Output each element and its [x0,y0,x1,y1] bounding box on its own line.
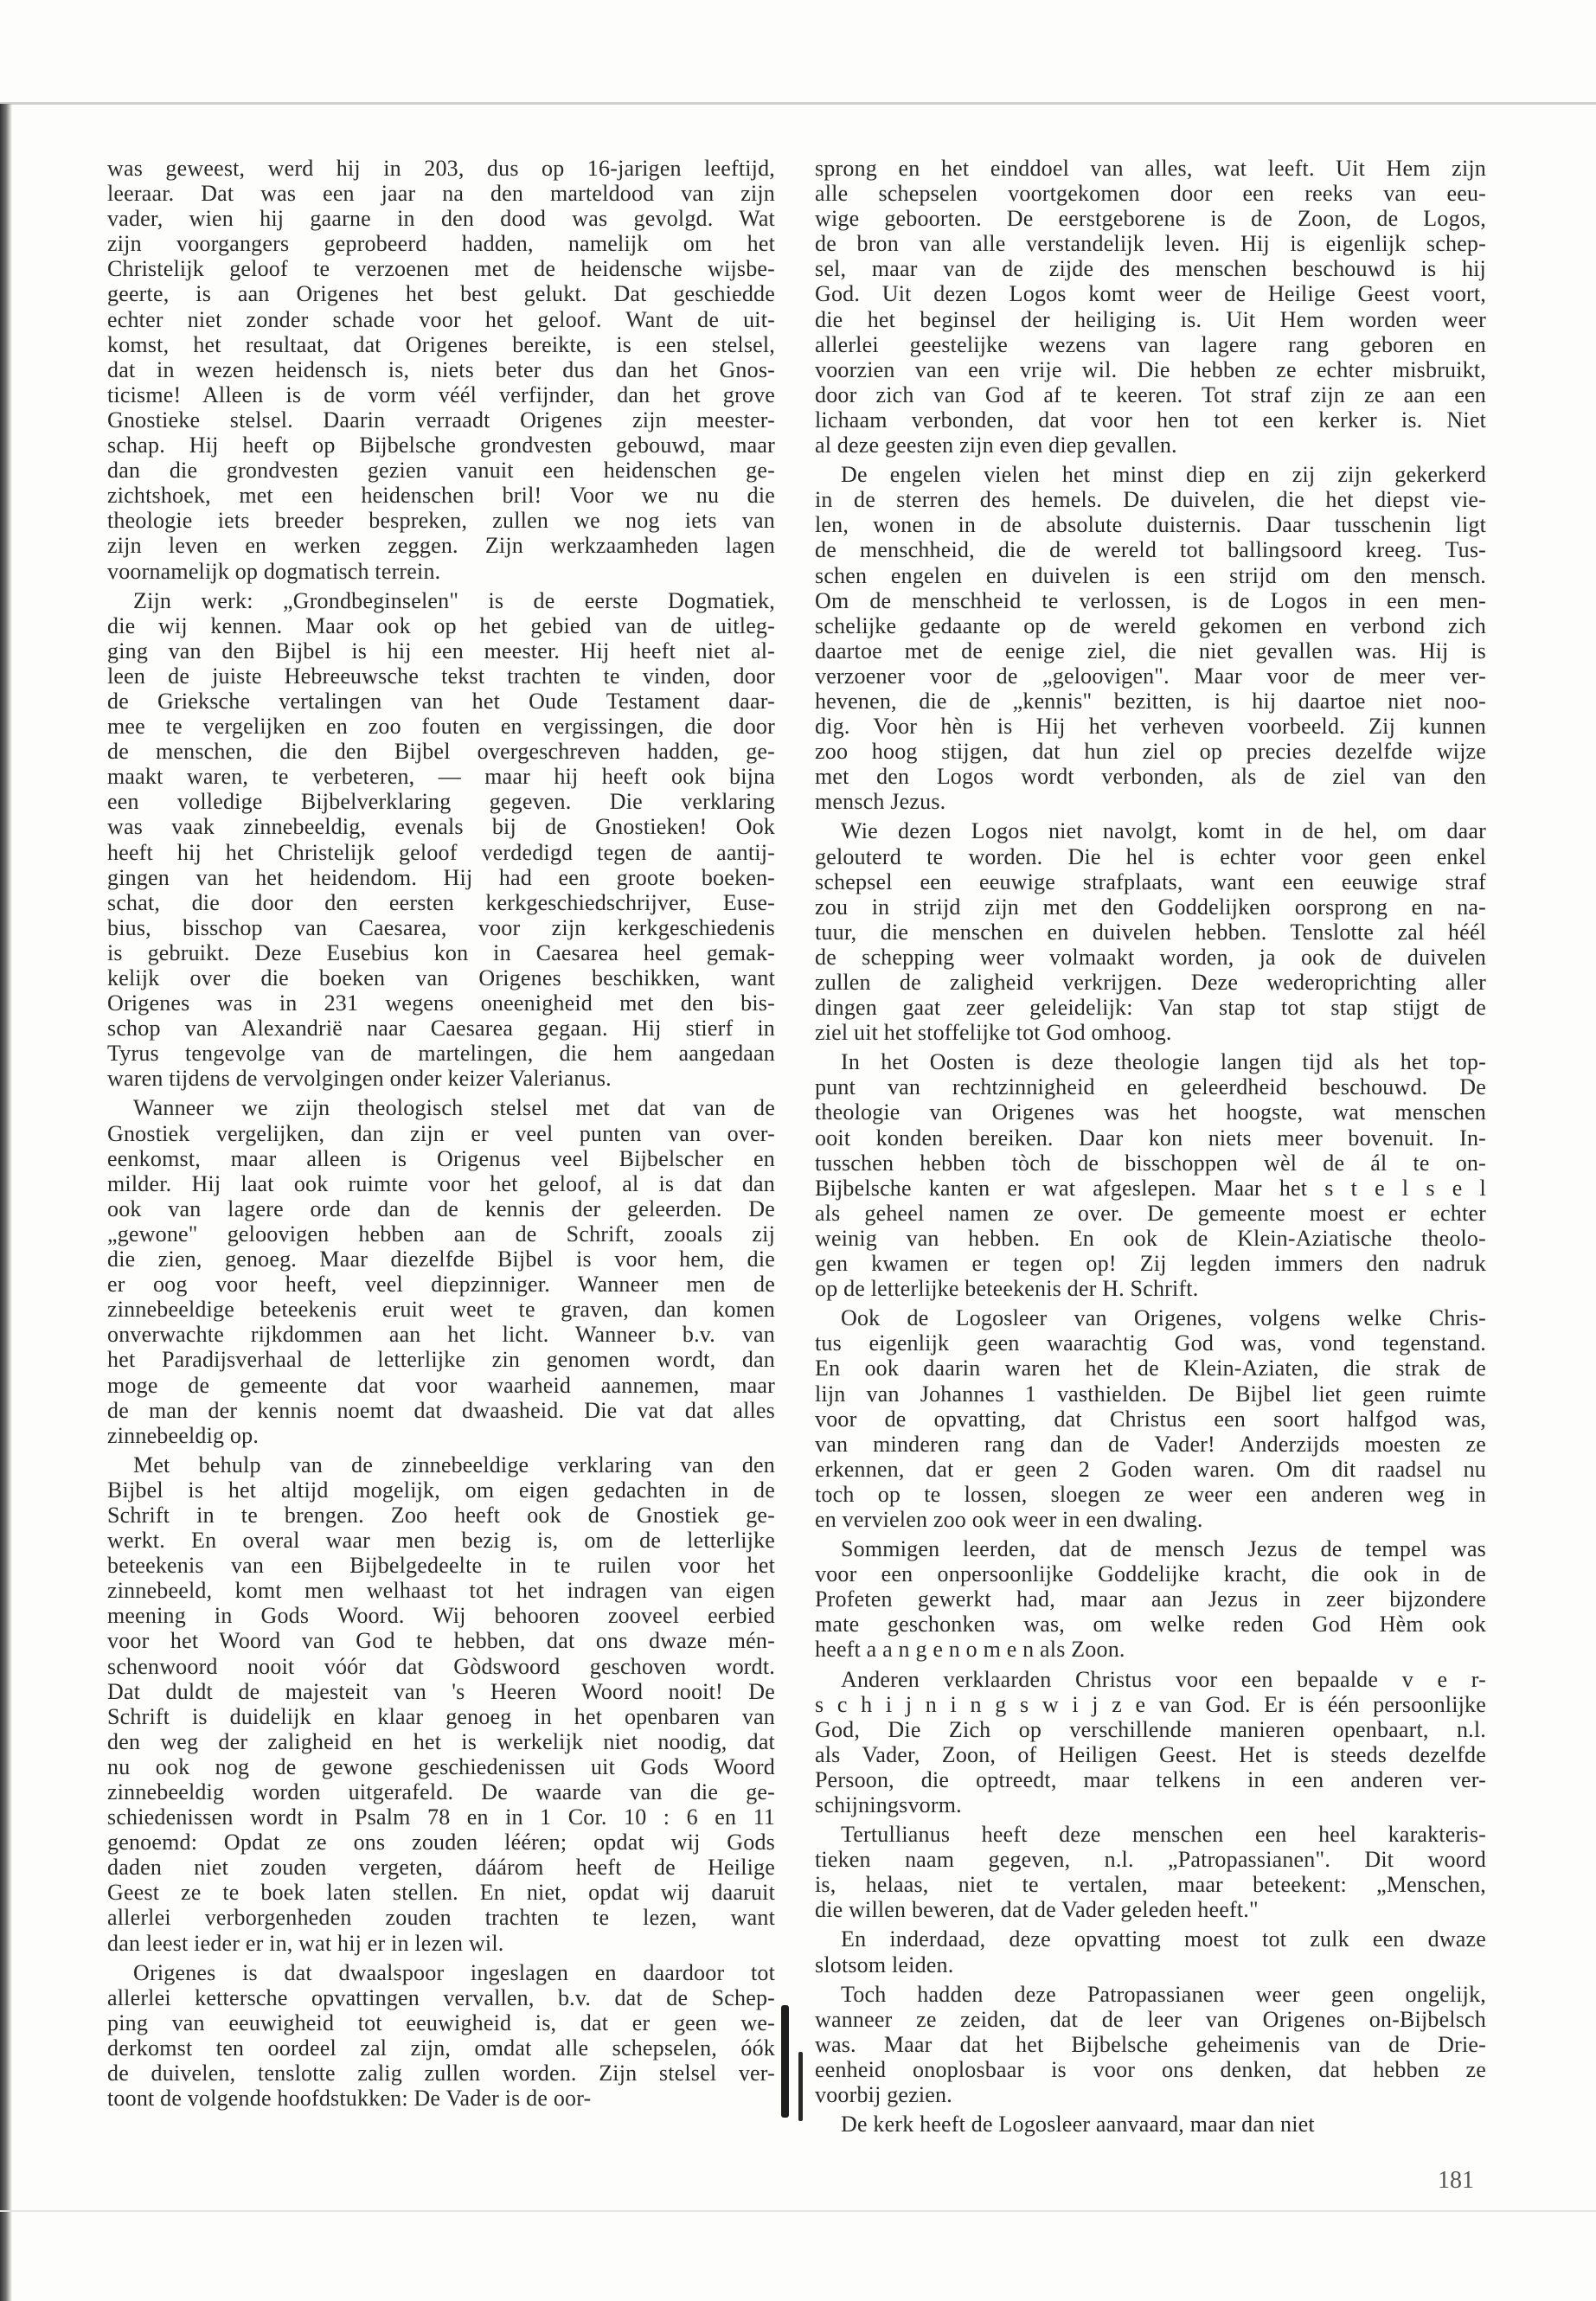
text-line: was. Maar dat het Bijbelsche geheimenis van de Drie- [815,2031,1486,2057]
text-line: Om de menschheid te verlossen, is de Logos in een men- [815,587,1486,613]
text-line: theologie van Origenes was het hoogste, wat menschen [815,1099,1486,1125]
text-line: mate geschonken was, om welke reden God Hèm ook [815,1612,1486,1638]
page-number: 181 [1438,2167,1474,2194]
text-line: maakt waren, te verbeteren, — maar hij heeft ook bijna [107,764,775,790]
paragraph [815,1049,1486,1301]
text-line: len, wonen in de absolute duisternis. Daar tusschenin ligt [815,512,1486,538]
text-line: Sommigen leerden, dat de mensch Jezus de tempel was [841,1536,1486,1562]
text-line: er oog voor heeft, veel diepzinniger. Wanneer men de [107,1272,775,1298]
paragraph [107,1452,775,1956]
paragraph [815,1822,1486,1922]
text-line: hevenen, die de „kennis" bezitten, is hij daartoe niet noo- [815,688,1486,714]
text-line: weinig van hebben. En ook de Klein-Aziatische theolo- [815,1225,1486,1251]
text-line: lichaam verbonden, dat voor hen tot een kerker is. Niet [815,407,1486,433]
text-column-left [107,156,775,2115]
text-line: s c h i j n i n g s w i j z e van God. Er is één persoonlijke [815,1691,1486,1717]
text-line: In het Oosten is deze theologie langen tijd als het top- [841,1049,1486,1075]
text-line: voornamelijk op dogmatisch terrein. [107,558,441,584]
paragraph [107,156,775,584]
text-line: zinnebeeldig op. [107,1422,260,1448]
text-line: schat, die door den eersten kerkgeschiedschrijver, Euse- [107,889,775,915]
text-line: Toch hadden deze Patropassianen weer geen ongelijk, [841,1981,1486,2007]
text-line: allerlei geestelijke wezens van lagere rang geboren en [815,331,1486,357]
text-line: tuur, die menschen en duivelen hebben. Tenslotte zal héél [815,919,1486,945]
paragraph [815,1982,1486,2107]
text-line: was geweest, werd hij in 203, dus op 16-jarigen leeftijd, [107,156,775,181]
text-line: Gnostiek vergelijken, dan zijn er veel punten van over- [107,1120,775,1146]
text-line: schenwoord nooit vóór dat Gòdswoord geschoven wordt. [107,1653,775,1679]
text-line: schepsel een eeuwige strafplaats, want een eeuwige straf [815,868,1486,894]
text-line: nu ook nog de gewone geschiedenissen uit Gods Woord [107,1753,775,1779]
text-line: vader, wien hij gaarne in den dood was gevolgd. Wat [107,206,775,232]
text-line: Met behulp van de zinnebeeldige verklaring van den [133,1452,775,1477]
text-line: Profeten gewerkt had, maar aan Jezus in zeer bijzondere [815,1586,1486,1612]
text-line: schen engelen en duivelen is een strijd om den mensch. [815,562,1486,588]
text-line: de Grieksche vertalingen van het Oude Testament daar- [107,688,775,714]
text-line: „gewone" geloovigen hebben aan de Schrift, zooals zij [107,1221,775,1247]
text-line: Origenes was in 231 wegens oneenigheid met den bis- [107,990,775,1016]
text-line: zullen de zaligheid verkrijgen. Deze wederoprichting aller [815,970,1486,995]
paragraph [107,1960,775,2112]
text-line: op de letterlijke beteekenis der H. Schrift. [815,1276,1199,1302]
text-line: wanneer ze zeiden, dat de leer van Origenes on-Bijbelsch [815,2006,1486,2032]
text-line: moge de gemeente dat voor waarheid aannemen, maar [107,1372,775,1398]
text-line: zichtshoek, met een heidenschen bril! Voor we nu die [107,483,775,509]
text-line: zou in strijd zijn met den Goddelijken oorsprong en na- [815,894,1486,920]
text-line: sel, maar van de zijde des menschen beschouwd is hij [815,256,1486,282]
text-line: was vaak zinnebeeldig, evenals bij de Gnostieken! Ook [107,814,775,840]
text-line: genoemd: Opdat ze ons zouden lééren; opdat wij Gods [107,1830,775,1856]
text-line: schelijke gedaante op de wereld gekomen en verbond zich [815,612,1486,638]
text-line: die zien, genoeg. Maar diezelfde Bijbel is voor hem, die [107,1247,775,1272]
text-line: Anderen verklaarden Christus voor een bepaalde v e r- [841,1666,1486,1692]
paragraph [815,1926,1486,1977]
text-column-right [815,156,1486,2141]
text-line: Dat duldt de majesteit van 's Heeren Woord nooit! De [107,1678,775,1704]
text-line: heeft hij het Christelijk geloof verdedigd tegen de aantij- [107,839,775,865]
text-line: Tyrus tengevolge van de martelingen, die hem aangedaan [107,1041,775,1067]
text-line: allerlei verborgenheden zouden trachten te lezen, want [107,1905,775,1931]
text-line: als Vader, Zoon, of Heiligen Geest. Het is steeds dezelfde [815,1741,1486,1767]
text-line: Origenes is dat dwaalspoor ingeslagen en daardoor tot [133,1959,775,1985]
text-line: Persoon, die optreedt, maar telkens in een anderen ver- [815,1766,1486,1792]
scan-top-edge [0,102,1596,105]
paragraph [815,1536,1486,1662]
text-line: gingen van het heidendom. Hij had een groote boeken- [107,864,775,890]
text-line: Ook de Logosleer van Origenes, volgens welke Chris- [841,1305,1486,1331]
text-line: de duivelen, tenslotte zalig zullen worden. Zijn stelsel ver- [107,2061,775,2086]
text-line: zinnebeeld, komt men welhaast tot het indragen van eigen [107,1578,775,1604]
scan-bottom-edge [0,2210,1596,2212]
text-line: voorbij gezien. [815,2082,952,2108]
paragraph [815,2112,1486,2137]
paragraph [107,588,775,1092]
paragraph [815,156,1486,458]
text-line: daartoe met de eenige ziel, die niet gevallen was. Hij is [815,638,1486,663]
text-line: Christelijk geloof te verzoenen met de heidensche wijsbe- [107,256,775,282]
text-line: erkennen, dat er geen 2 Goden waren. Om dit raadsel nu [815,1456,1486,1482]
text-line: schijningsvorm. [815,1792,962,1817]
text-line: de bron van alle verstandelijk leven. Hij is eigenlijk schep- [815,231,1486,257]
text-line: als geheel namen ze over. De gemeente moest er echter [815,1200,1486,1226]
text-line: slotsom leiden. [815,1952,954,1977]
text-line: beteekenis van een Bijbelgedeelte in te ruilen voor het [107,1553,775,1579]
text-line: De engelen vielen het minst diep en zij zijn gekerkerd [841,462,1486,488]
text-line: ook van lagere orde dan de kennis der geleerden. De [107,1195,775,1221]
text-line: zijn voorgangers geprobeerd hadden, namelijk om het [107,231,775,257]
text-line: waren tijdens de vervolgingen onder keizer Valerianus. [107,1066,612,1092]
text-line: in de sterren des hemels. De duivelen, die het diepst vie- [815,487,1486,513]
text-line: alle schepselen voortgekomen door een reeks van eeu- [815,181,1486,207]
text-line: dingen gaat zeer geleidelijk: Van stap tot stap stijgt de [815,995,1486,1021]
text-line: dat in wezen heidensch is, niets beter dus dan het Gnos- [107,356,775,382]
text-line: ziel uit het stoffelijke tot God omhoog. [815,1020,1172,1046]
text-line: God. Uit dezen Logos komt weer de Heilige Geest voort, [815,281,1486,307]
text-line: met den Logos wordt verbonden, als de ziel van den [815,764,1486,790]
text-line: is, helaas, niet te vertalen, maar beteekent: „Menschen, [815,1872,1486,1898]
text-line: bius, bisschop van Caesarea, voor zijn kerkgeschiedenis [107,914,775,940]
text-line: Geest ze te boek laten stellen. En niet, opdat wij daaruit [107,1880,775,1906]
text-line: daden niet zouden vergeten, dáárom heeft de Heilige [107,1855,775,1881]
paragraph [815,1305,1486,1532]
paragraph [815,462,1486,814]
text-line: En inderdaad, deze opvatting moest tot zulk een dwaze [841,1926,1486,1952]
text-line: zijn leven en werken zeggen. Zijn werkzaamheden lagen [107,533,775,559]
text-line: en vervielen zoo ook weer in een dwaling. [815,1506,1203,1532]
text-line: zoo hoog stijgen, dat hun ziel op precies dezelfde wijze [815,739,1486,765]
text-line: voor de opvatting, dat Christus een soort halfgod was, [815,1406,1486,1432]
paragraph [815,818,1486,1045]
text-line: dig. Voor hèn is Hij het verheven voorbeeld. Zij kunnen [815,714,1486,740]
text-line: dan leest ieder er in, wat hij er in lezen wil. [107,1930,504,1956]
binding-mark [781,2005,789,2118]
text-line: verzoener voor de „geloovigen". Maar voor de meer ver- [815,663,1486,689]
text-line: een volledige Bijbelverklaring gegeven. Die verklaring [107,789,775,815]
text-line: schop van Alexandrië naar Caesarea gegaan. Hij stierf in [107,1016,775,1042]
text-line: werkt. En overal waar men bezig is, om de letterlijke [107,1528,775,1554]
text-line: Gnostieke stelsel. Daarin verraadt Origenes zijn meester- [107,407,775,433]
text-line: voor een onpersoonlijke Goddelijke kracht, die ook in de [815,1561,1486,1587]
text-line: onverwachte rijkdommen aan het licht. Wanneer b.v. van [107,1322,775,1348]
text-line: Schrift is duidelijk en klaar genoeg in het openbaren van [107,1703,775,1729]
text-line: de menschen, die den Bijbel overgeschreven hadden, ge- [107,739,775,765]
text-line: Tertullianus heeft deze menschen een heel karakteris- [841,1822,1486,1848]
text-line: meening in Gods Woord. Wij behooren zooveel eerbied [107,1603,775,1629]
text-line: door zich van God af te keeren. Tot straf zijn ze aan een [815,381,1486,407]
text-line: tieken naam gegeven, n.l. „Patropassianen". Dit woord [815,1847,1486,1873]
text-line: gen kwamen er tegen op! Zij legden immers den nadruk [815,1251,1486,1277]
text-line: eenkomst, maar alleen is Origenus veel Bijbelscher en [107,1145,775,1171]
text-line: kelijk over die boeken van Origenes beschikken, want [107,965,775,990]
text-line: de man der kennis noemt dat dwaasheid. Die vat dat alles [107,1397,775,1423]
text-line: God, Die Zich op verschillende manieren openbaart, n.l. [815,1716,1486,1742]
paragraph [815,1667,1486,1818]
text-line: ticisme! Alleen is de vorm véél verfijnder, dan het grove [107,381,775,407]
scan-left-edge-shadow [0,104,12,2301]
text-line: gelouterd te worden. Die hel is echter voor geen enkel [815,843,1486,869]
text-line: allerlei kettersche opvattingen vervallen, b.v. dat de Schep- [107,1984,775,2010]
text-line: ooit konden bereiken. Daar kon niets meer bovenuit. In- [815,1125,1486,1150]
text-line: al deze geesten zijn even diep gevallen. [815,433,1177,458]
paragraph [107,1095,775,1447]
text-line: lijn van Johannes 1 vasthielden. De Bijbel liet geen ruimte [815,1381,1486,1407]
text-line: schap. Hij heeft op Bijbelsche grondvesten gebouwd, maar [107,433,775,458]
text-line: komst, het resultaat, dat Origenes bereikte, is een stelsel, [107,331,775,357]
text-line: tus eigenlijk geen waarachtig God was, vond tegenstand. [815,1330,1486,1356]
text-line: den weg der zaligheid en het is werkelijk niet noodig, dat [107,1728,775,1754]
text-line: Bijbelsche kanten er wat afgeslepen. Maar het s t e l s e l [815,1175,1486,1201]
text-line: De kerk heeft de Logosleer aanvaard, maar dan niet [841,2112,1315,2138]
text-line: echter niet zonder schade voor het geloof. Want de uit- [107,306,775,332]
text-line: milder. Hij laat ook ruimte voor het geloof, al is dat dan [107,1170,775,1196]
text-line: de schepping weer volmaakt worden, ja ook de duivelen [815,944,1486,970]
text-line: geerte, is aan Origenes het best gelukt. Dat geschiedde [107,281,775,307]
text-line: schiedenissen wordt in Psalm 78 en in 1 Cor. 10 : 6 en 11 [107,1804,775,1830]
text-line: Schrift in te brengen. Zoo heeft ook de Gnostiek ge- [107,1502,775,1528]
text-line: punt van rechtzinnigheid en geleerdheid beschouwd. De [815,1074,1486,1100]
text-line: Wanneer we zijn theologisch stelsel met dat van de [133,1095,775,1121]
text-line: mee te vergelijken en zoo fouten en vergissingen, die door [107,714,775,740]
text-line: Bijbel is het altijd mogelijk, om eigen gedachten in de [107,1477,775,1503]
text-line: Zijn werk: „Grondbeginselen" is de eerste Dogmatiek, [133,587,775,613]
text-line: mensch Jezus. [815,789,946,815]
text-line: derkomst ten oordeel zal zijn, omdat alle schepselen, óók [107,2035,775,2061]
text-line: voor het Woord van God te hebben, dat ons dwaze mén- [107,1628,775,1654]
text-line: Wie dezen Logos niet navolgt, komt in de hel, om daar [841,818,1486,844]
text-line: ging van den Bijbel is hij een meester. Hij heeft niet al- [107,638,775,663]
text-line: leeraar. Dat was een jaar na den marteldood van zijn [107,181,775,207]
text-line: toch op te lossen, sloegen ze weer een anderen weg in [815,1481,1486,1507]
text-line: sprong en het einddoel van alles, wat leeft. Uit Hem zijn [815,156,1486,181]
text-line: theologie iets breeder bespreken, zullen we nog iets van [107,508,775,534]
text-line: die willen beweren, dat de Vader geleden heeft." [815,1897,1259,1923]
text-line: heeft a a n g e n o m e n als Zoon. [815,1637,1125,1663]
text-line: is gebruikt. Deze Eusebius kon in Caesarea heel gemak- [107,939,775,965]
text-line: zinnebeeldig worden uitgerafeld. De waarde van die ge- [107,1779,775,1804]
text-line: tusschen hebben tòch de bisschoppen wèl de ál te on- [815,1150,1486,1176]
text-line: van minderen rang dan de Vader! Anderzijds moesten ze [815,1431,1486,1457]
text-line: de menschheid, die de wereld tot ballingsoord kreeg. Tus- [815,537,1486,563]
binding-mark [798,2052,803,2121]
text-line: die wij kennen. Maar ook op het gebied van de uitleg- [107,612,775,638]
text-line: voorzien van een vrije wil. Die hebben ze echter misbruikt, [815,356,1486,382]
text-line: toont de volgende hoofdstukken: De Vader is de oor- [107,2086,592,2112]
text-line: dan die grondvesten gezien vanuit een heidenschen ge- [107,458,775,484]
text-line: ping van eeuwigheid tot eeuwigheid is, dat er geen we- [107,2009,775,2035]
text-line: wige geboorten. De eerstgeborene is de Zoon, de Logos, [815,206,1486,232]
text-line: leen de juiste Hebreeuwsche tekst trachten te vinden, door [107,663,775,689]
text-line: die het beginsel der heiliging is. Uit Hem worden weer [815,306,1486,332]
text-line: zinnebeeldige beteekenis eruit weet te graven, dan komen [107,1297,775,1323]
text-line: eenheid onoplosbaar is voor ons denken, dat hebben ze [815,2056,1486,2082]
text-line: En ook daarin waren het de Klein-Aziaten, die strak de [815,1356,1486,1381]
text-line: het Paradijsverhaal de letterlijke zin genomen wordt, dan [107,1347,775,1373]
